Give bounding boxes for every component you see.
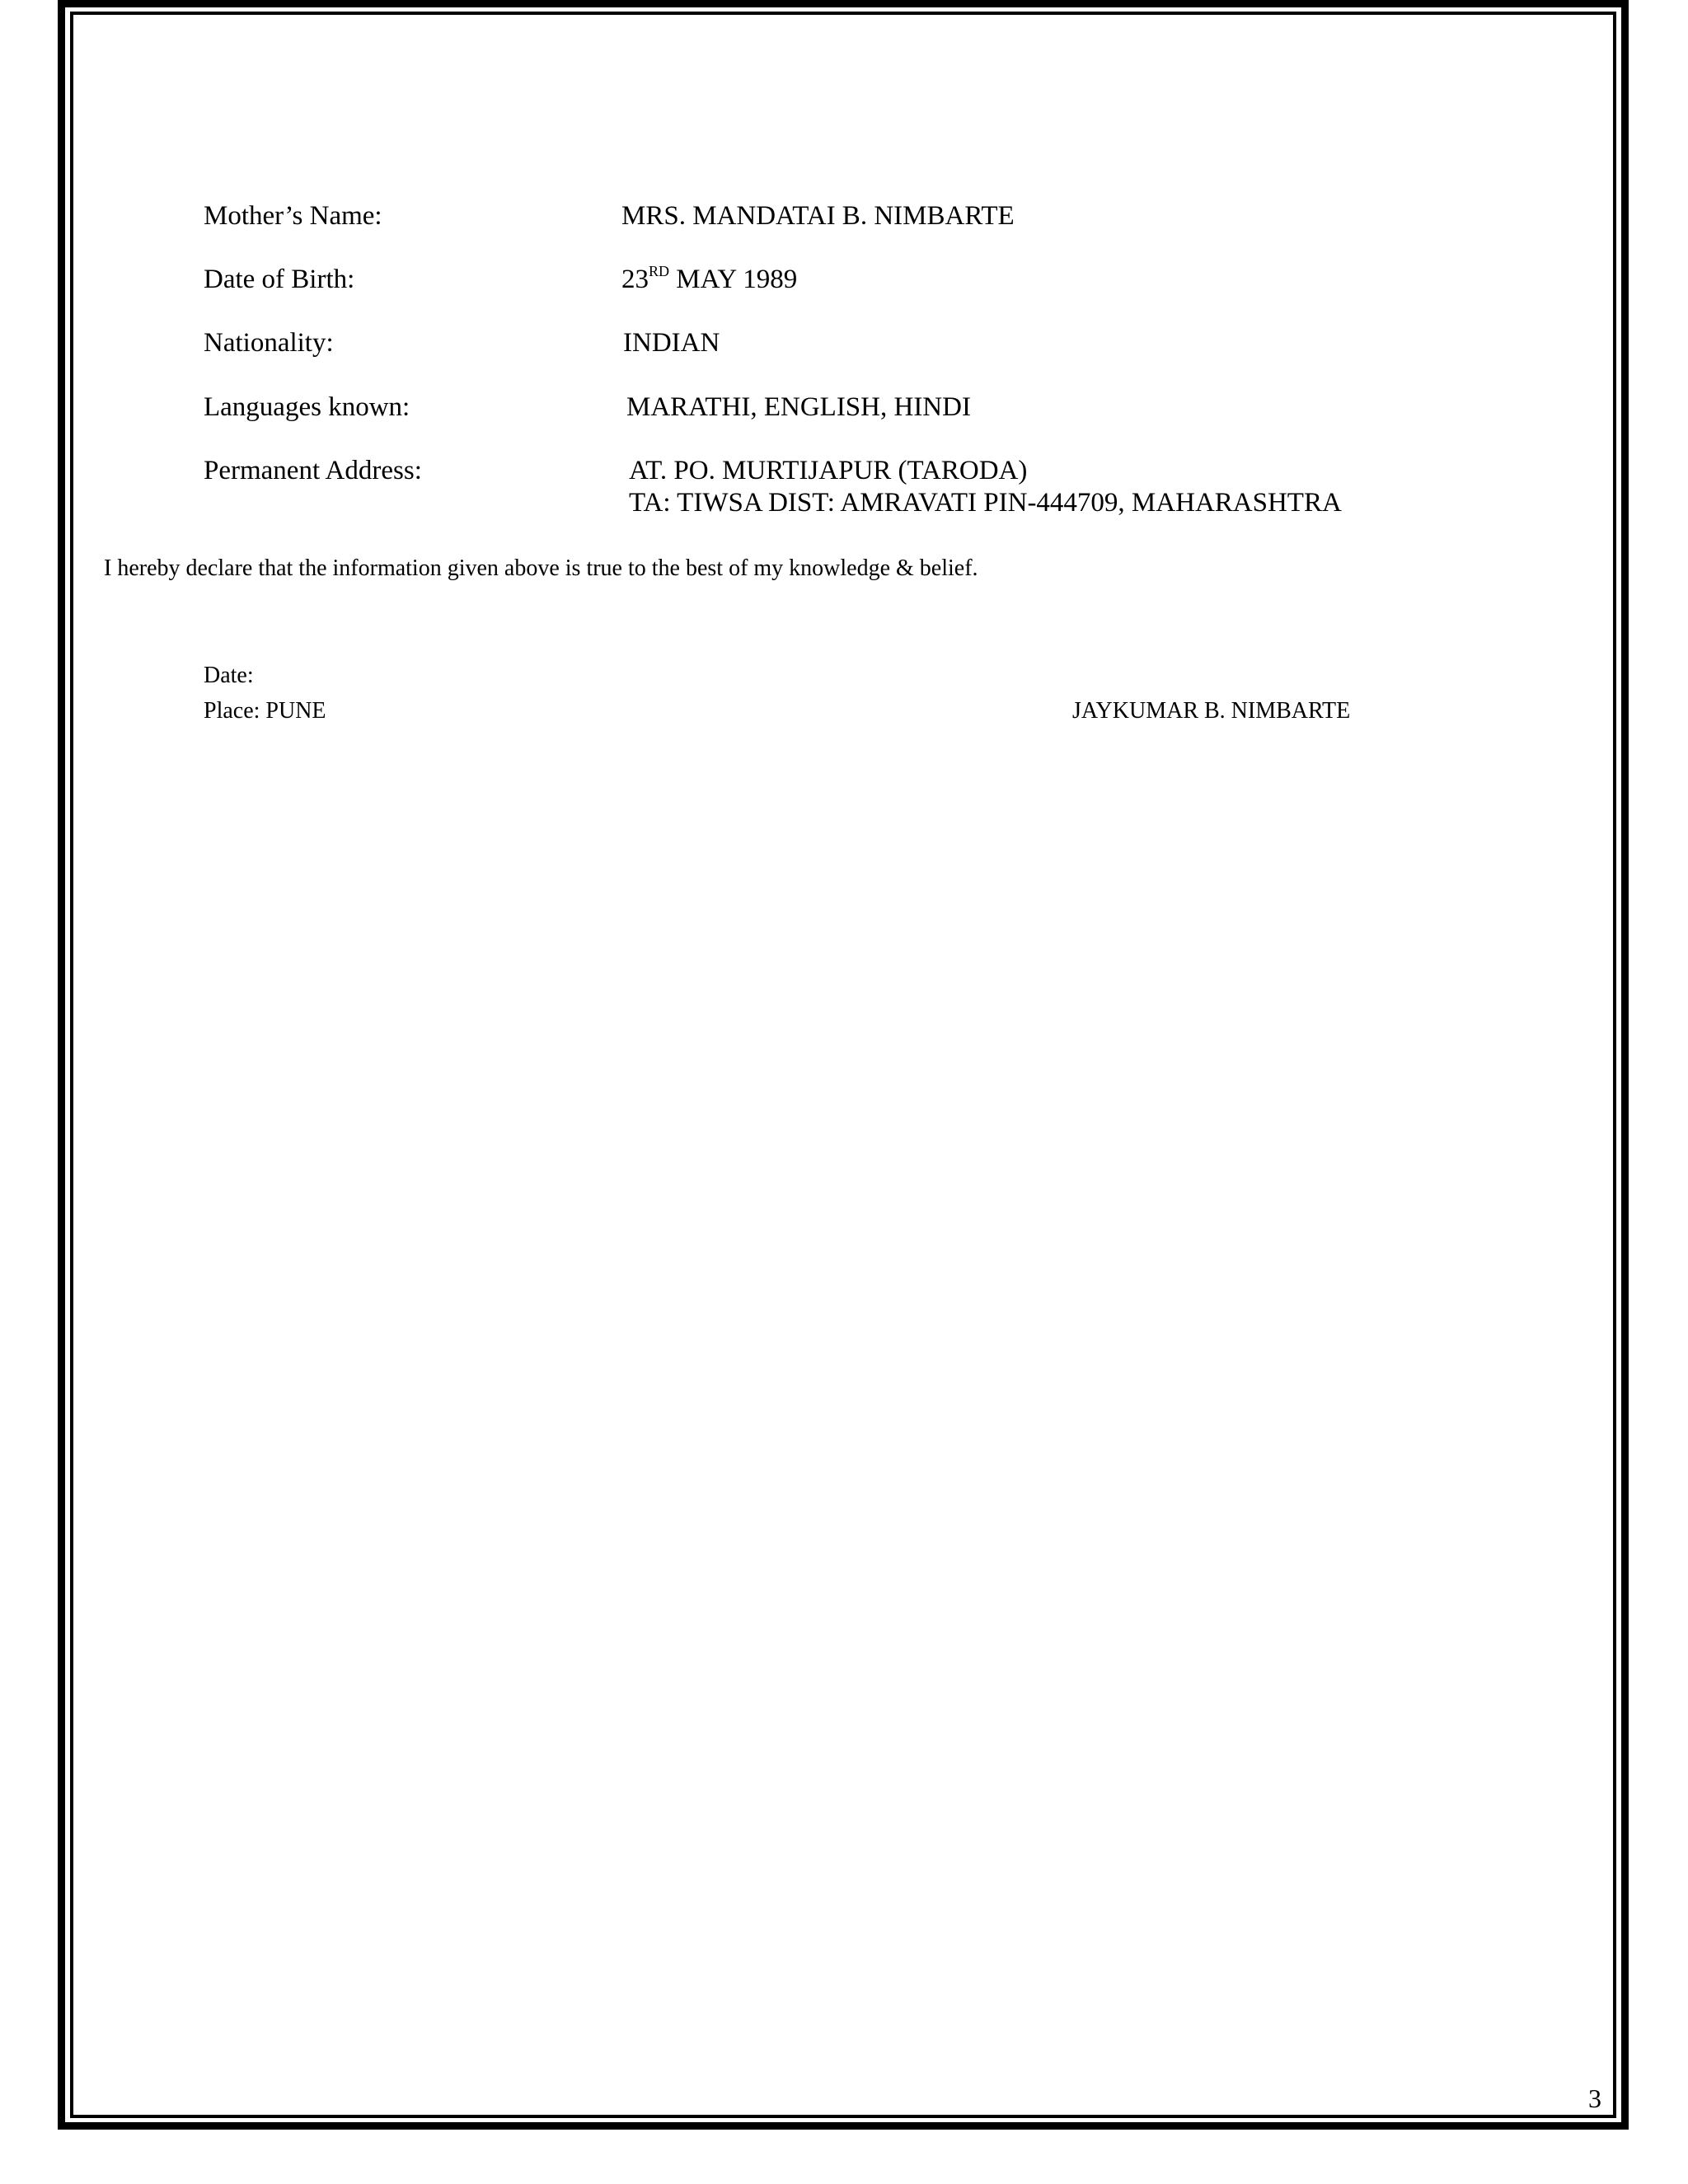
mother-name-label: Mother’s Name: [204, 201, 382, 231]
mother-name-value: MRS. MANDATAI B. NIMBARTE [621, 201, 1015, 231]
languages-value: MARATHI, ENGLISH, HINDI [626, 392, 971, 422]
nationality-label: Nationality: [204, 328, 334, 358]
address-line-2: TA: TIWSA DIST: AMRAVATI PIN-444709, MAHARASHTRA [629, 488, 1342, 518]
place-text: Place: PUNE [204, 698, 326, 724]
address-label: Permanent Address: [204, 456, 422, 485]
address-line-1: AT. PO. MURTIJAPUR (TARODA) [629, 456, 1028, 485]
dob-day: 23 [621, 265, 649, 294]
languages-label: Languages known: [204, 392, 410, 422]
declaration-text: I hereby declare that the information given above is true to the best of my knowledge & belief. [104, 555, 978, 581]
signature-name: JAYKUMAR B. NIMBARTE [1072, 698, 1351, 724]
date-of-birth-value [621, 265, 797, 295]
date-of-birth-label: Date of Birth: [204, 265, 355, 294]
dob-suffix: RD [649, 263, 670, 279]
page-number: 3 [1588, 2083, 1601, 2113]
dob-month-year: MAY 1989 [669, 265, 798, 294]
date-label: Date: [204, 663, 254, 688]
nationality-value: INDIAN [623, 328, 720, 358]
